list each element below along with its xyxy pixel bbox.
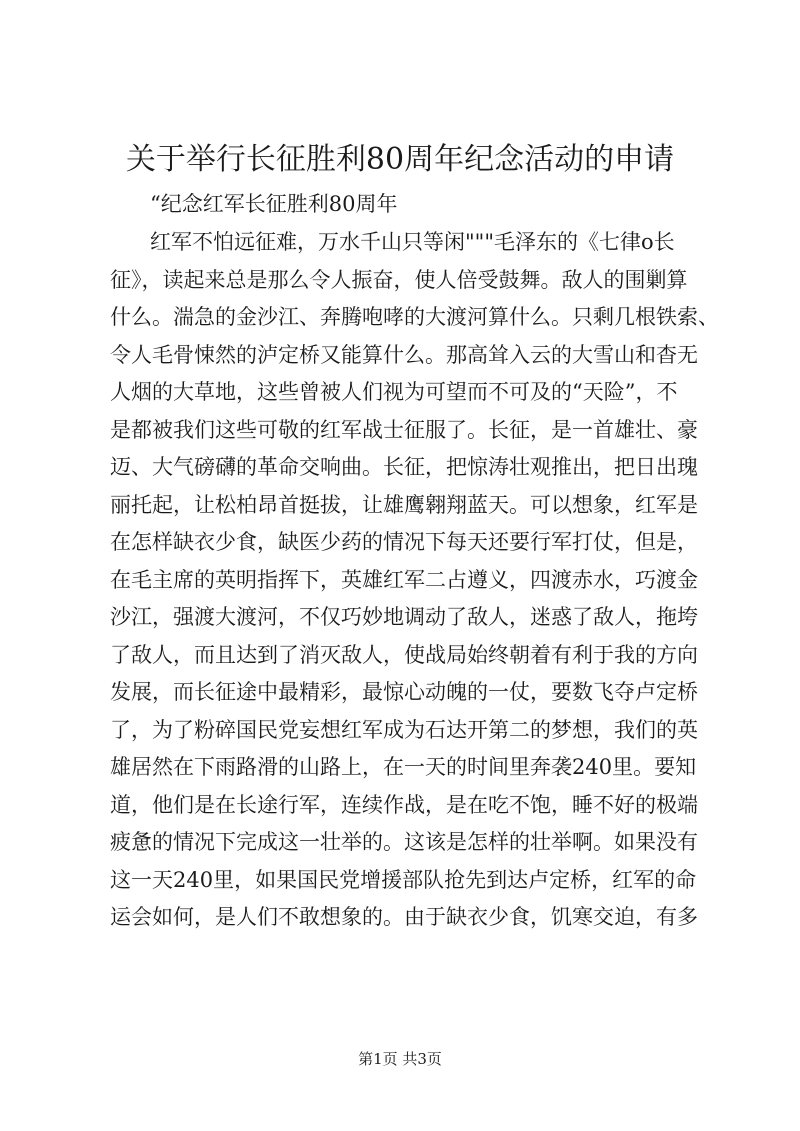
body-paragraph — [110, 224, 719, 937]
page-footer: 第1页 共3页 — [358, 1050, 442, 1068]
body-line: 在怎样缺衣少食，缺医少药的情况下每天还要行军打仗，但是， — [110, 530, 698, 554]
body-line: 丽托起，让松柏昂首挺拔，让雄鹰翱翔蓝天。可以想象，红军是 — [110, 492, 698, 517]
body-line: 道，他们是在长途行军，连续作战，是在吃不饱，睡不好的极端 — [110, 792, 698, 817]
body-line: 疲惫的情况下完成这一壮举的。这该是怎样的壮举啊。如果没有 — [110, 830, 698, 854]
document-title: 关于举行长征胜利80周年纪念活动的申请 — [125, 142, 675, 177]
body-line: 这一天240里，如果国民党增援部队抢先到达卢定桥，红军的命 — [110, 867, 697, 892]
body-line: 了，为了粉碎国民党妄想红军成为石达开第二的梦想，我们的英 — [110, 717, 698, 742]
body-line: 人烟的大草地，这些曾被人们视为可望而不可及的“天险”，不 — [110, 380, 678, 404]
body-line: 是都被我们这些可敬的红军战士征服了。长征，是一首雄壮、豪 — [110, 417, 698, 442]
body-line: 雄居然在下雨路滑的山路上，在一天的时间里奔袭240里。要知 — [110, 755, 697, 779]
body-line: 在毛主席的英明指挥下，英雄红军二占遵义，四渡赤水，巧渡金 — [110, 567, 698, 592]
body-line: 发展，而长征途中最精彩，最惊心动魄的一仗，要数飞夺卢定桥 — [110, 680, 698, 704]
body-line: 沙江，强渡大渡河，不仅巧妙地调动了敌人，迷惑了敌人，拖垮 — [110, 605, 698, 629]
body-line: 了敌人，而且达到了消灭敌人，使战局始终朝着有利于我的方向 — [110, 642, 698, 667]
document-subtitle: “纪念红军长征胜利80周年 — [150, 192, 398, 216]
body-line: 什么。湍急的金沙江、奔腾咆哮的大渡河算什么。只剩几根铁索、 — [110, 305, 719, 329]
body-line: 征》，读起来总是那么令人振奋，使人倍受鼓舞。敌人的围剿算 — [110, 267, 688, 292]
body-line: 迈、大气磅礴的革命交响曲。长征，把惊涛壮观推出，把日出瑰 — [110, 455, 698, 479]
body-line: 红军不怕远征难，万水千山只等闲"""毛泽东的《七律ο长 — [150, 230, 675, 254]
body-line: 令人毛骨悚然的泸定桥又能算什么。那高耸入云的大雪山和杳无 — [110, 342, 698, 367]
body-line: 运会如何，是人们不敢想象的。由于缺衣少食，饥寒交迫，有多 — [110, 905, 698, 929]
